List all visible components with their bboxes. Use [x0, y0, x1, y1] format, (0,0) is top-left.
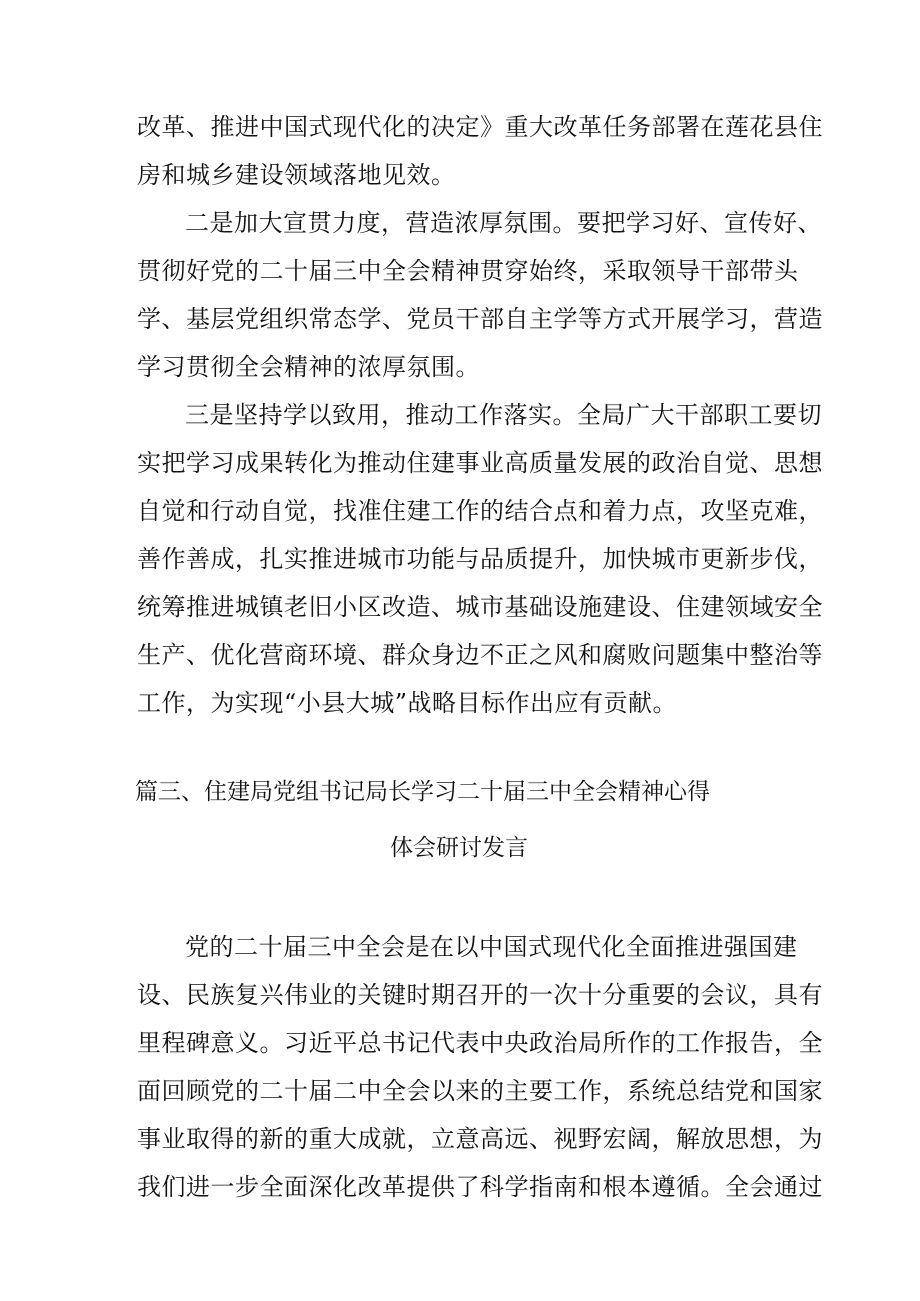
text-line: 面回顾党的二十届二中全会以来的主要工作，系统总结党和国家 [137, 1077, 823, 1105]
text-line: 实把学习成果转化为推动住建事业高质量发展的政治自觉、思想 [137, 449, 823, 477]
text-line: 房和城乡建设领域落地见效。 [137, 161, 456, 189]
text-line: 善作善成，扎实推进城市功能与品质提升，加快城市更新步伐， [137, 545, 823, 573]
section-heading-line-1: 篇三、住建局党组书记局长学习二十届三中全会精神心得 [135, 779, 710, 805]
text-line: 事业取得的新的重大成就，立意高远、视野宏阔，解放思想，为 [137, 1125, 823, 1153]
text-line: 改革、推进中国式现代化的决定》重大改革任务部署在莲花县住 [137, 113, 823, 141]
text-line: 统筹推进城镇老旧小区改造、城市基础设施建设、住建领域安全 [137, 593, 823, 621]
text-line: 自觉和行动自觉，找准住建工作的结合点和着力点，攻坚克难， [137, 497, 823, 525]
text-line: 我们进一步全面深化改革提供了科学指南和根本遵循。全会通过 [137, 1173, 823, 1201]
text-line: 生产、优化营商环境、群众身边不正之风和腐败问题集中整治等 [137, 641, 823, 669]
text-line: 里程碑意义。习近平总书记代表中央政治局所作的工作报告，全 [137, 1029, 823, 1057]
text-line: 学习贯彻全会精神的浓厚氛围。 [137, 353, 480, 381]
text-line: 贯彻好党的二十届三中全会精神贯穿始终，采取领导干部带头 [137, 257, 799, 285]
text-line: 三是坚持学以致用，推动工作落实。全局广大干部职工要切 [185, 401, 822, 429]
section-heading-line-2: 体会研讨发言 [390, 835, 528, 861]
text-line: 学、基层党组织常态学、党员干部自主学等方式开展学习，营造 [137, 305, 823, 333]
text-line: 设、民族复兴伟业的关键时期召开的一次十分重要的会议，具有 [137, 981, 823, 1009]
text-line: 工作，为实现“小县大城”战略目标作出应有贡献。 [137, 689, 678, 717]
text-line: 二是加大宣贯力度，营造浓厚氛围。要把学习好、宣传好、 [185, 209, 822, 237]
text-line: 党的二十届三中全会是在以中国式现代化全面推进强国建 [185, 933, 798, 961]
